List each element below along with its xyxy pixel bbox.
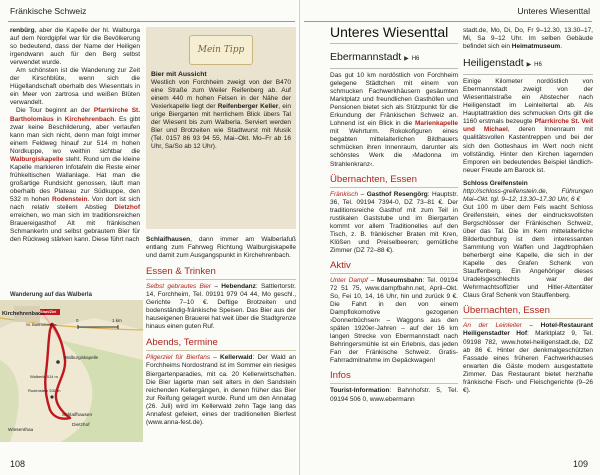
running-head: Fränkische Schweiz (10, 6, 87, 16)
right-column2-text: stadt.de, Mo, Di, Do, Fr 9–12.30, 13.30–17, Mi, Sa 9–12 Uhr. Im selben Gebäude befindet sich ein Heimatmuseum. Heiligenstadt ▶ H6 Einige Kilometer nordöstlich von Ebermannstadt zweigt von der Wiesenttalstraße ein Abstecher nach Heiligenstadt im Leinleitertal ab. Als Hauptattraktion des schmucken Orts gilt die 1160 erstmals bezeugte Pfarrkirche St. Veit und Michael, deren Innenraum mit qualitätsvollen Kastentreppen und bei der sich den Gotteshaus im Wert noch nicht vollständig. Hinter den Kirchen lagernden Emporen ein bedeutendes Beispiel ländlich-neuer Freude am Barock ist. Schloss Greifenstein http://schloss-greifenstein.de, Führungen Mai–Okt. tgl. 9–12, 13.30–17.30 Uhr, 6 € Gut 100 m über dem Fels wacht Schloss Greifenstein, eines der eindrucksvollsten Bergschlösser der Fränkischen Schweiz, über das Tal. Die im Kern mittelalterliche Bilderbuchburg ist dem interessanten Sammlung von Waffen und Jagdtrophäen beherbergt eine Kapelle, die sich in der Kapelle des Grafen Schenk von Stauffenberg. Ein Angehöriger dieses Uradelsgeschlechts war der Wehrmachtsoffizier und Hitler-Attentäter Claus Graf Schenk von Stauffenberg. Übernachten, Essen An der Leinleiter – Hotel-Restaurant Heiligenstadter Hof: Marktplatz 9, Tel. 09198 782, www.hotel-heiligenstadt.de, DZ ab 86 €. Hinter der denkmalgeschützten Fassade eines früheren Fachwerkhauses erwarten die Gäste modern ausgestattete Zimmer. Das Restaurant bietet herzhafte fränkische Fisch- und Fleischgerichte (9–26 €). (463, 27, 594, 394)
heading-info: Infos (330, 370, 351, 382)
place-heading-ebermannstadt: Ebermannstadt ▶ H6 (330, 51, 420, 63)
heading-food: Übernachten, Essen (330, 173, 417, 185)
section-title: Unteres Wiesenttal (330, 24, 449, 40)
header-rule (8, 21, 295, 22)
map-label-town: Kirchehrenbach (2, 311, 45, 317)
map-label-village3: Wiesenthau (8, 428, 34, 433)
map-ref-icon: ▶ (404, 56, 409, 62)
heading-food: Übernachten, Essen (463, 305, 550, 317)
map-scale-zero: 0 (76, 318, 79, 323)
castle-heading: Schloss Greifenstein (463, 179, 528, 187)
left-column-text: renbürg, aber die Kapelle der hl. Walburga auf dem Nordgipfel war für die Bevölkerung so bedeutend, dass der Name der Heiligen irgendwann auch für den Berg selbst verwendet wurde. Am schönsten ist die Wanderung zur Zeit der Kirschblüte, wenn sich die Hügellandschaft oberhalb des Wiesenttals in ein Meer von zartrosa und weißen Blüten verwandelt. Die Tour beginnt an der Pfarrkirche St. Bartholomäus in Kirchehrenbach. Es gibt zwar keine Beschilderung, aber verlaufen kann man sich nicht, denn man folgt immer einem Feldweg hinauf zur 514 m hohen Nordkuppe, wo weithin sichtbar die Walburgiskapelle steht. Rund um die kleine Kapelle markieren Infotafeln die Reste einer frühkeltischen Wallanlage. Hat man die großartige Rundsicht genossen, läuft man oberhalb des Plateau zur Südkuppe, den 532 m hohen Rodenstein. Von dort ist sich nach relativ steilem Abstieg Dietzhof erreichen, wo man sich im traditionsreichen Brauereigasthof Alt mit fränkischen Schmankerln und selbst gebrautem Bier für den Rückweg stärken kann. Diese führt nach (10, 27, 141, 244)
right-column-text: Unteres Wiesenttal Ebermannstadt ▶ H6 Das gut 10 km nordöstlich von Forchheim gelegene Städtchen mit einem von schmucken Fachwerkhäusern gesäumten Marktplatz und freundlichen Gasthöfen und Pensionen bietet sich als Stützpunkt für die Erkundung der Fränkischen Schweiz an. Lohnend ist ein Blick in die Marienkapelle mit Wehrturm. Rokokofiguren eines begabten mittelalterlichen Bildhauers schmücken ihren Innenraum, darunter als schönstes Werk die ›Madonna im Strahlenkranz‹. Übernachten, Essen Fränkisch – Gasthof Resengörg: Hauptstr. 36, Tel. 09194 7394-0, DZ 73–81 €. Der traditionsreiche Gasthof mit zum Teil in rustikalen Gaststube und im Biergarten kommt vor allem Traditionelles auf den Tisch, z. B. fränkischer Braten mit Kren, Klößen und Preiselbeeren; gemütliche Zimmer (DZ 72–88 €). Aktiv Unter Dampf – Museumsbahn: Tel. 09194 72 51 75, www.dampfbahn.net, April–Okt. So, Fei 10, 14, 16 Uhr, hin und zurück 9 €. Die Fahrt in den von einem Dampflokomotive gezogenen ›Donnerbüchsen‹ – Waggons aus den späten 1920er-Jahren – auf der 16 km langen Strecke von Ebermannstadt nach Behringersmühle ist ein Erlebnis, das jeden Fan der Fränkische Schweiz. Gratis-Fahrradmitnahme im Gepäckwagen! Infos Tourist-Information: Bahnhofstr. 5, Tel. 09194 506 0, www.ebermann (330, 24, 459, 403)
map-label-church: St. Bartholomäus (26, 322, 57, 327)
map-scale: 1 km (112, 318, 122, 323)
header-rule (304, 21, 592, 22)
hiking-map (0, 300, 143, 442)
tip-box (146, 27, 296, 229)
place-heading-heiligenstadt: Heiligenstadt ▶ H6 (463, 57, 542, 70)
page-number: 108 (10, 459, 26, 469)
heading-food: Essen & Trinken (146, 266, 216, 278)
tip-title: Bier mit Aussicht (151, 71, 207, 78)
tip-body: Westlich von Forchheim zweigt von der B470 eine Straße zum Weiler Reifenberg ab. Auf einem 440 m hohen Felsen in der Nähe der Vexierkapelle liegt der Reifenberger Keller, ein urige Biergarten mit herrlichem Blick übers Tal der Wiesent bis zum Walberla. Serviert werden Bier und Brotzeiten wie Stadtwurst mit Musik (Tel. 0157 86 93 94 55, Mai–Okt. Mo–Fr ab 16 Uhr, Sa/So ab 12 Uhr). (151, 79, 291, 151)
map-ref-icon: ▶ (526, 62, 532, 69)
page-number: 109 (572, 459, 588, 469)
map-label-start: Start/Ziel (40, 310, 57, 314)
map-label-chapel: Walburgiskapelle (64, 355, 99, 360)
tip-badge: Mein Tipp (189, 35, 253, 65)
heading-active: Aktiv (330, 259, 351, 271)
map-label-peak1: Walberla 514 m (30, 374, 58, 379)
heading-events: Abends, Termine (146, 337, 218, 349)
map-title: Wanderung auf das Walberla (10, 292, 92, 298)
left-column2-text: Schlaifhausen, dann immer am Walberlafuß entlang zum Fahrweg Richtung Walburgiskapelle und damit zum Ausgangspunkt in Kirchehrenbach. Essen & Trinken Selbst gebrautes Bier – Hebendanz: Sattlertorstr. 14, Forchheim, Tel. 09191 979 04 44, Mo geschl., Gerichte 7–10 €. Deftige Brotzeiten und bodenständig-fränkische Speisen. Das Bier aus der hauseigenen Brauerei hat weit über die Stadtgrenze hinaus einen guten Ruf. Abends, Termine Pilgerziel für Bierfans – Kellerwald: Der Wald an Forchheims Nordostrand ist im Sommer ein riesiges Biergartenparadies, mit ca. 20 Kellerwirtschaften. Die Bier lagerte man seit alters in den Sandstein reichenden Kellergängen, in denen früher das Bier zur Reifung gelagert wurde. Rund um den Annatag (26. Juli) wird im Kellerwald zehn Tage lang das Annafest gefeiert, eines der traditionellen Bierfest (www.anna-fest.de). (146, 236, 297, 426)
map-label-peak2: Rodenstein 532 m (28, 388, 61, 393)
right-page (300, 0, 600, 475)
running-head: Unteres Wiesenttal (517, 6, 590, 16)
map-label-village2: Dietzhof (72, 423, 90, 428)
map-label-village1: Schlaifhausen (62, 413, 93, 418)
